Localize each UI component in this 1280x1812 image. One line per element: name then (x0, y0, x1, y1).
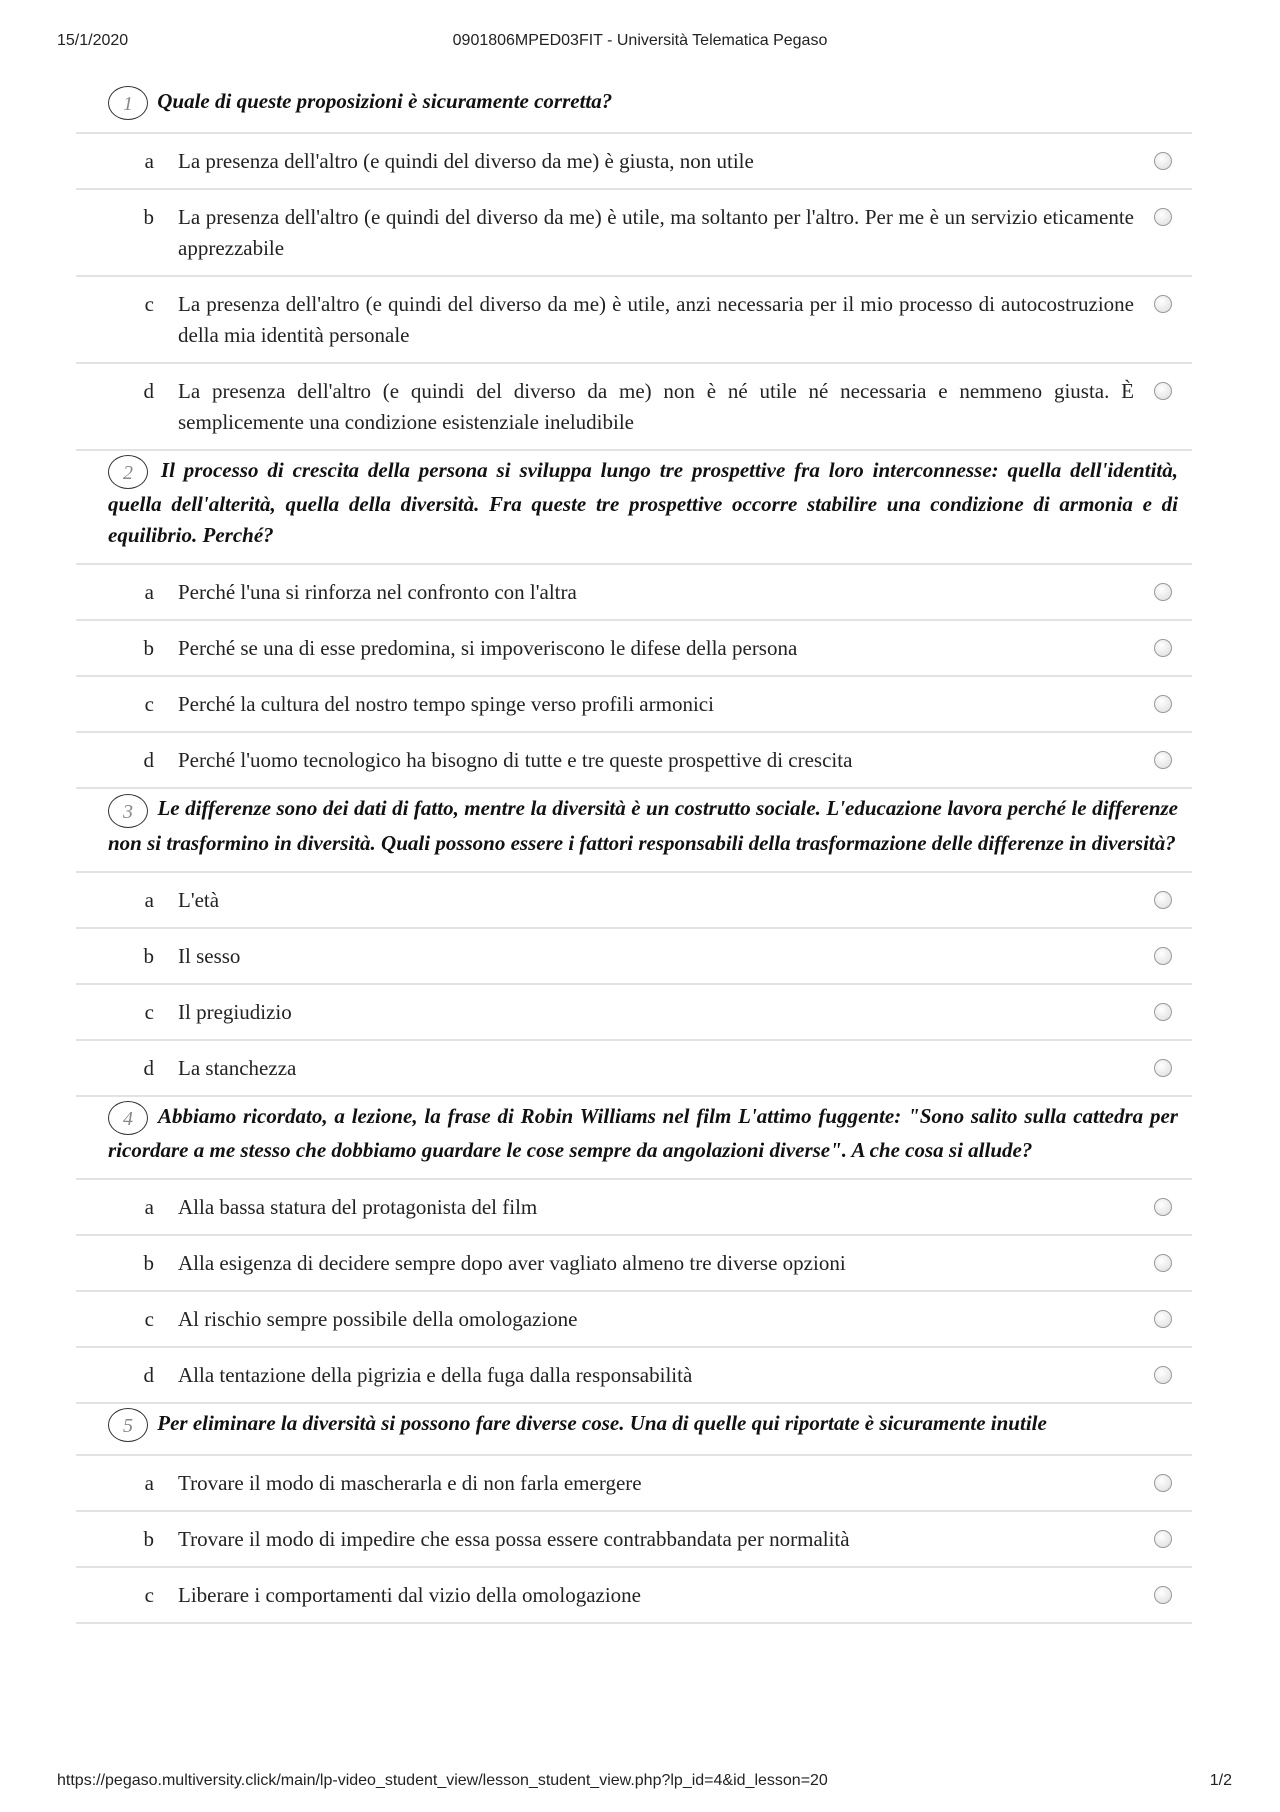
answer-option[interactable] (76, 731, 1192, 787)
radio-button[interactable] (1134, 289, 1192, 313)
radio-circle-icon[interactable] (1154, 1254, 1172, 1272)
answer-text: La stanchezza (178, 1055, 297, 1080)
answer-text: Perché se una di esse predomina, si impoveriscono le difese della persona (178, 636, 798, 661)
radio-button[interactable] (1134, 633, 1192, 657)
answer-letter: d (143, 1362, 154, 1387)
answer-letter: b (143, 943, 154, 968)
answer-text: Alla esigenza di decidere sempre dopo aver vagliato almeno tre diverse opzioni (178, 1250, 846, 1275)
question-number-badge: 2 (108, 455, 148, 489)
radio-button[interactable] (1134, 146, 1192, 170)
radio-button[interactable] (1134, 1468, 1192, 1492)
answer-letter: d (143, 379, 154, 404)
question-text: Per eliminare la diversità si possono fare diverse cose. Una di quelle qui riportate è sicuramente inutile (157, 1410, 1047, 1435)
question-4 (76, 1097, 1192, 1404)
answer-option[interactable] (76, 675, 1192, 731)
answer-letter: c (144, 1582, 154, 1607)
answer-text: Trovare il modo di mascherarla e di non farla emergere (178, 1470, 642, 1495)
radio-button[interactable] (1134, 1248, 1192, 1272)
radio-button[interactable] (1134, 745, 1192, 769)
question-header (76, 1097, 1192, 1178)
quiz-container (76, 82, 1192, 1624)
radio-circle-icon[interactable] (1154, 947, 1172, 965)
radio-circle-icon[interactable] (1154, 891, 1172, 909)
answer-letter: a (144, 149, 154, 174)
radio-button[interactable] (1134, 1360, 1192, 1384)
radio-circle-icon[interactable] (1154, 1310, 1172, 1328)
answer-option[interactable] (76, 1178, 1192, 1234)
question-5 (76, 1404, 1192, 1624)
answer-letter: a (144, 1470, 154, 1495)
question-text: Abbiamo ricordato, a lezione, la frase di Robin Williams nel film L'attimo fuggente: "Sono salito sulla cattedra per ricordare a me stesso che dobbiamo guardare le cose sempre da angolazioni diverse". A che cosa si allude? (108, 1103, 1178, 1162)
answer-text: La presenza dell'altro (e quindi del diverso da me) è utile, ma soltanto per l'altro. Per me è un servizio eticamente apprezzabile (178, 205, 1134, 261)
answer-option[interactable] (76, 132, 1192, 188)
answer-option[interactable] (76, 1234, 1192, 1290)
answer-text: Il pregiudizio (178, 999, 292, 1024)
answer-text: Al rischio sempre possibile della omologazione (178, 1306, 578, 1331)
question-text: Le differenze sono dei dati di fatto, mentre la diversità è un costrutto sociale. L'educazione lavora perché le differenze non si trasformino in diversità. Quali possono essere i fattori responsabili della trasformazione delle differenze in diversità? (108, 796, 1178, 855)
question-number-badge: 3 (108, 794, 148, 828)
answer-letter: b (143, 1526, 154, 1551)
answer-text: Liberare i comportamenti dal vizio della omologazione (178, 1582, 641, 1607)
radio-button[interactable] (1134, 997, 1192, 1021)
radio-circle-icon[interactable] (1154, 152, 1172, 170)
radio-circle-icon[interactable] (1154, 751, 1172, 769)
document-title: 0901806MPED03FIT - Università Telematica Pegaso (452, 32, 828, 49)
answer-option[interactable] (76, 362, 1192, 449)
radio-circle-icon[interactable] (1154, 1366, 1172, 1384)
answer-text: Trovare il modo di impedire che essa possa essere contrabbandata per normalità (178, 1526, 850, 1551)
answer-letter: c (144, 1306, 154, 1331)
answer-letter: b (143, 636, 154, 661)
radio-circle-icon[interactable] (1154, 1530, 1172, 1548)
print-footer (0, 1772, 1280, 1794)
question-3 (76, 789, 1192, 1096)
radio-button[interactable] (1134, 1192, 1192, 1216)
radio-button[interactable] (1134, 885, 1192, 909)
question-number-badge: 4 (108, 1101, 148, 1135)
question-header (76, 82, 1192, 132)
print-date: 15/1/2020 (57, 32, 129, 49)
answer-text: Alla bassa statura del protagonista del film (178, 1194, 538, 1219)
answer-text: Perché l'uomo tecnologico ha bisogno di tutte e tre queste prospettive di crescita (178, 748, 853, 773)
answer-option[interactable] (76, 1566, 1192, 1622)
answer-letter: d (143, 1055, 154, 1080)
answer-text: L'età (178, 887, 220, 912)
answer-text: Il sesso (178, 943, 241, 968)
radio-button[interactable] (1134, 941, 1192, 965)
radio-circle-icon[interactable] (1154, 208, 1172, 226)
radio-circle-icon[interactable] (1154, 1474, 1172, 1492)
radio-button[interactable] (1134, 689, 1192, 713)
answer-letter: d (143, 748, 154, 773)
answer-option[interactable] (76, 275, 1192, 362)
answer-letter: c (144, 692, 154, 717)
answer-option[interactable] (76, 563, 1192, 619)
radio-button[interactable] (1134, 376, 1192, 400)
answer-text: Perché la cultura del nostro tempo spinge verso profili armonici (178, 692, 714, 717)
answer-text: Perché l'una si rinforza nel confronto con l'altra (178, 580, 577, 605)
answer-option[interactable] (76, 619, 1192, 675)
answer-option[interactable] (76, 871, 1192, 927)
answer-letter: a (144, 1194, 154, 1219)
answer-option[interactable] (76, 983, 1192, 1039)
answer-option[interactable] (76, 1290, 1192, 1346)
radio-circle-icon[interactable] (1154, 382, 1172, 400)
radio-button[interactable] (1134, 577, 1192, 601)
question-text: Il processo di crescita della persona si sviluppa lungo tre prospettive fra loro interconnesse: quella dell'identità, quella dell'alterità, quella della diversità. Fra queste tre prospettive occorre stabilire una condizione di armonia e di equilibrio. Perché? (108, 458, 1178, 548)
question-number-badge: 5 (108, 1408, 148, 1442)
answer-text: La presenza dell'altro (e quindi del diverso da me) non è né utile né necessaria e nemmeno giusta. È semplicemente una condizione esistenziale ineludibile (178, 379, 1134, 435)
page-number: 1/2 (1209, 1772, 1232, 1789)
radio-circle-icon[interactable] (1154, 295, 1172, 313)
radio-button[interactable] (1134, 1304, 1192, 1328)
question-header (76, 451, 1192, 563)
page-url: https://pegaso.multiversity.click/main/lp-video_student_view/lesson_student_view.php?lp_id=4&id_lesson=20 (57, 1772, 828, 1789)
question-2 (76, 451, 1192, 789)
print-header (0, 32, 1280, 54)
question-text: Quale di queste proposizioni è sicuramente corretta? (157, 89, 613, 113)
answer-option[interactable] (76, 1454, 1192, 1510)
answer-letter: a (144, 580, 154, 605)
answer-text: Alla tentazione della pigrizia e della fuga dalla responsabilità (178, 1362, 693, 1387)
radio-circle-icon[interactable] (1154, 1586, 1172, 1604)
answer-letter: c (144, 999, 154, 1024)
radio-circle-icon[interactable] (1154, 695, 1172, 713)
answer-option[interactable] (76, 1039, 1192, 1095)
question-header (76, 789, 1192, 870)
radio-button[interactable] (1134, 1053, 1192, 1077)
answer-text: La presenza dell'altro (e quindi del diverso da me) è utile, anzi necessaria per il mio processo di autocostruzione della mia identità personale (178, 292, 1134, 348)
radio-circle-icon[interactable] (1154, 583, 1172, 601)
question-1 (76, 82, 1192, 451)
answer-letter: c (144, 292, 154, 317)
radio-circle-icon[interactable] (1154, 639, 1172, 657)
radio-button[interactable] (1134, 202, 1192, 226)
answer-text: La presenza dell'altro (e quindi del diverso da me) è giusta, non utile (178, 149, 754, 174)
answer-letter: a (144, 887, 154, 912)
answer-letter: b (143, 205, 154, 230)
radio-circle-icon[interactable] (1154, 1003, 1172, 1021)
radio-button[interactable] (1134, 1524, 1192, 1548)
radio-circle-icon[interactable] (1154, 1198, 1172, 1216)
question-number-badge: 1 (108, 86, 148, 120)
answer-option[interactable] (76, 927, 1192, 983)
answer-letter: b (143, 1250, 154, 1275)
radio-button[interactable] (1134, 1580, 1192, 1604)
answer-option[interactable] (76, 1346, 1192, 1402)
question-header (76, 1404, 1192, 1454)
radio-circle-icon[interactable] (1154, 1059, 1172, 1077)
answer-option[interactable] (76, 1510, 1192, 1566)
answer-option[interactable] (76, 188, 1192, 275)
